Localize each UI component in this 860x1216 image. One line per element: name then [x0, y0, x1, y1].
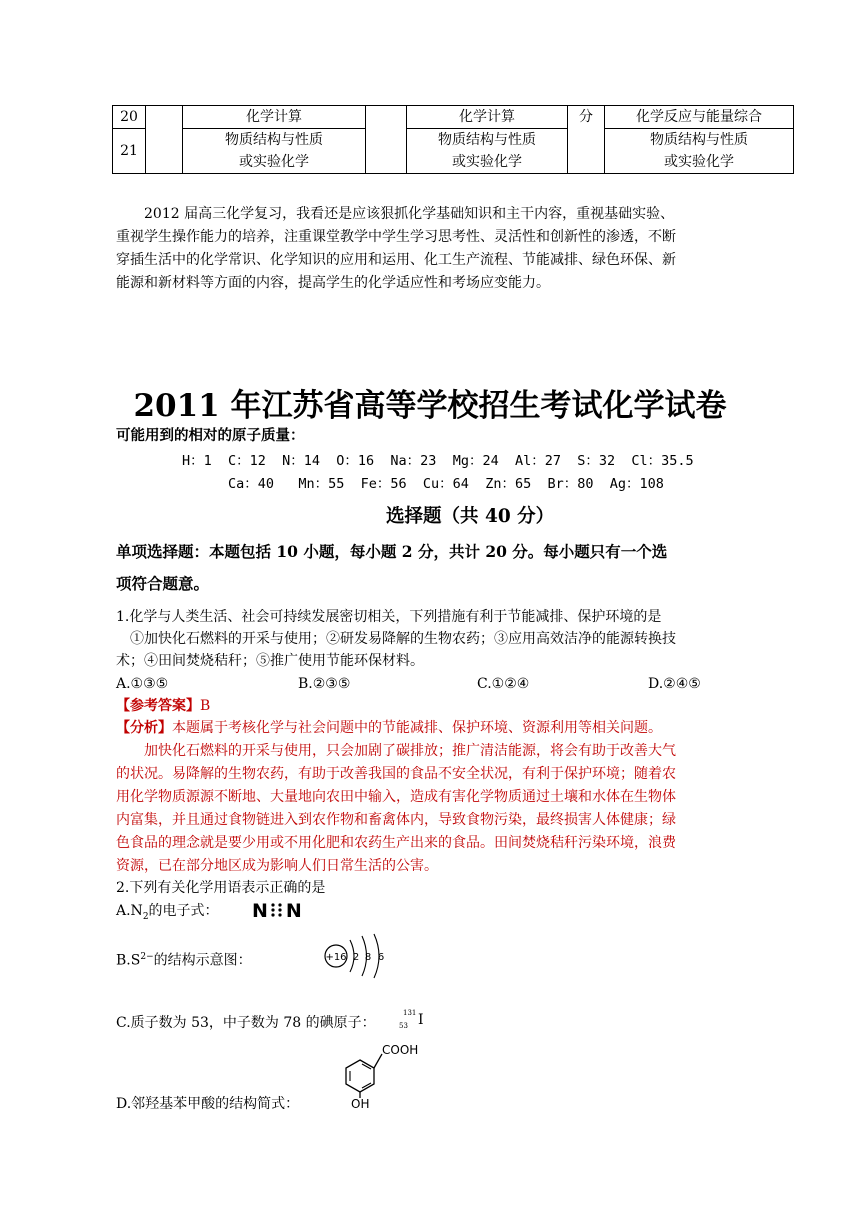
shell-electrons: 8	[364, 952, 372, 963]
cell-line: 物质结构与性质	[650, 132, 748, 148]
question-options: 术；④田间焚烧秸秆；⑤推广使用节能环保材料。	[116, 653, 424, 669]
cell: 化学计算	[183, 106, 366, 129]
analysis	[116, 717, 662, 739]
element-symbol: I	[418, 1012, 424, 1028]
intro-line: 2012 届高三化学复习，我看还是应该狠抓化学基础知识和主干内容，重视基础实验、	[144, 206, 675, 222]
atomic-mass-heading: 可能用到的相对的原子质量：	[116, 427, 305, 444]
table-row	[113, 106, 794, 129]
bond	[374, 1054, 382, 1068]
analysis-line: 的状况。易降解的生物农药，有助于改善我国的食品不安全状况，有利于保护环境；随着农	[116, 766, 676, 782]
cell: 化学计算	[407, 106, 568, 129]
structural-formula	[326, 1040, 430, 1108]
answer-label: 【参考答案】	[116, 698, 200, 714]
cell: 分	[568, 106, 605, 174]
option-d: D.②④⑤	[648, 676, 701, 692]
option-c: C.①②④	[477, 676, 530, 692]
curriculum-table	[112, 105, 794, 174]
option-a: A.①③⑤	[116, 676, 169, 692]
question-stem: 1.化学与人类生活、社会可持续发展密切相关，下列措施有利于节能减排、保护环境的是	[116, 609, 662, 625]
option-a	[116, 900, 219, 928]
option-b-prefix: B.S	[116, 952, 141, 969]
question-options: ①加快化石燃料的开采与使用；②研发易降解的生物农药；③应用高效洁净的能源转换技	[130, 631, 676, 647]
cell: 化学反应与能量综合	[605, 106, 794, 129]
question-stem: 2.下列有关化学用语表示正确的是	[116, 880, 326, 896]
option-d: D.邻羟基苯甲酸的结构简式：	[116, 1096, 300, 1112]
analysis-line: 内富集，并且通过食物链进入到农作物和畜禽体内，导致食物污染，最终损害人体健康；绿	[116, 812, 676, 828]
exam-title: 2011 年江苏省高等学校招生考试化学试卷	[133, 388, 727, 424]
answer-value: B	[200, 698, 211, 714]
option-a-prefix: A.N	[116, 903, 143, 919]
atomic-number: 53	[399, 1022, 408, 1030]
hydroxyl-label: OH	[351, 1097, 370, 1108]
superscript: 2−	[140, 952, 154, 962]
cell	[407, 129, 568, 174]
analysis-line: 色食品的理念就是要少用或不用化肥和农药生产出来的食品。田间焚烧秸秆污染环境，浪费	[116, 835, 676, 851]
option-b: B.②③⑤	[298, 676, 351, 692]
cell-line: 物质结构与性质	[438, 132, 536, 148]
answer	[116, 695, 210, 717]
atomic-mass-line: H：1 C：12 N：14 O：16 Na：23 Mg：24 Al：27 S：32 Cl：35.5	[182, 453, 694, 469]
option-b-suffix: 的结构示意图：	[153, 952, 252, 969]
subscript: 2	[142, 911, 149, 922]
mass-number: 131	[403, 1009, 417, 1017]
double-bond	[362, 1064, 371, 1069]
option-c: C.质子数为 53，中子数为 78 的碘原子：	[116, 1015, 376, 1031]
shell-electrons: 2	[352, 952, 360, 963]
cell	[605, 129, 794, 174]
analysis-label: 【分析】	[116, 720, 172, 736]
cell-line: 或实验化学	[664, 154, 734, 170]
analysis-text: 本题属于考核化学与社会问题中的节能减排、保护环境、资源利用等相关问题。	[172, 720, 662, 736]
analysis-line: 用化学物质源源不断地、大量地向农田中输入，造成有害化学物质通过土壤和水体在生物体	[116, 789, 676, 805]
electron-dots-icon	[270, 901, 284, 917]
carboxyl-label: COOH	[382, 1043, 419, 1057]
nucleus-charge: +16	[325, 952, 347, 963]
row-number: 20	[113, 106, 146, 129]
isotope-notation	[398, 1009, 428, 1033]
analysis-line: 资源，已在部分地区成为影响人们日常生活的公害。	[116, 858, 438, 874]
analysis-line: 加快化石燃料的开采与使用，只会加剧了碳排放；推广清洁能源，将会有助于改善大气	[144, 743, 676, 759]
cell-line: 或实验化学	[452, 154, 522, 170]
atomic-structure-diagram	[320, 930, 390, 982]
double-bond	[362, 1083, 371, 1088]
intro-line: 能源和新材料等方面的内容，提高学生的化学适应性和考场应变能力。	[116, 275, 550, 291]
single-choice-line: 单项选择题：本题包括 10 小题，每小题 2 分，共计 20 分。每小题只有一个选	[116, 542, 668, 561]
option-a-suffix: 的电子式：	[148, 903, 219, 919]
intro-line: 重视学生操作能力的培养，注重课堂教学中学生学习思考性、灵活性和创新性的渗透，不断	[116, 229, 676, 245]
empty-cell	[146, 106, 183, 174]
option-b	[116, 946, 252, 972]
cell	[183, 129, 366, 174]
cell-line: 或实验化学	[239, 154, 309, 170]
atomic-mass-line: Ca：40 Mn：55 Fe：56 Cu：64 Zn：65 Br：80 Ag：108	[228, 476, 664, 492]
atom-symbol: N	[252, 900, 268, 922]
shell-electrons: 6	[377, 952, 385, 963]
atom-symbol: N	[285, 900, 302, 922]
table-row	[113, 129, 794, 174]
row-number: 21	[113, 129, 146, 174]
intro-line: 穿插生活中的化学常识、化学知识的应用和运用、化工生产流程、节能减排、绿色环保、新	[116, 252, 676, 268]
empty-cell	[366, 106, 407, 174]
section-title: 选择题（共 40 分）	[386, 506, 555, 527]
cell-line: 物质结构与性质	[225, 132, 323, 148]
single-choice-line: 项符合题意。	[116, 574, 210, 593]
electron-formula	[252, 900, 302, 922]
